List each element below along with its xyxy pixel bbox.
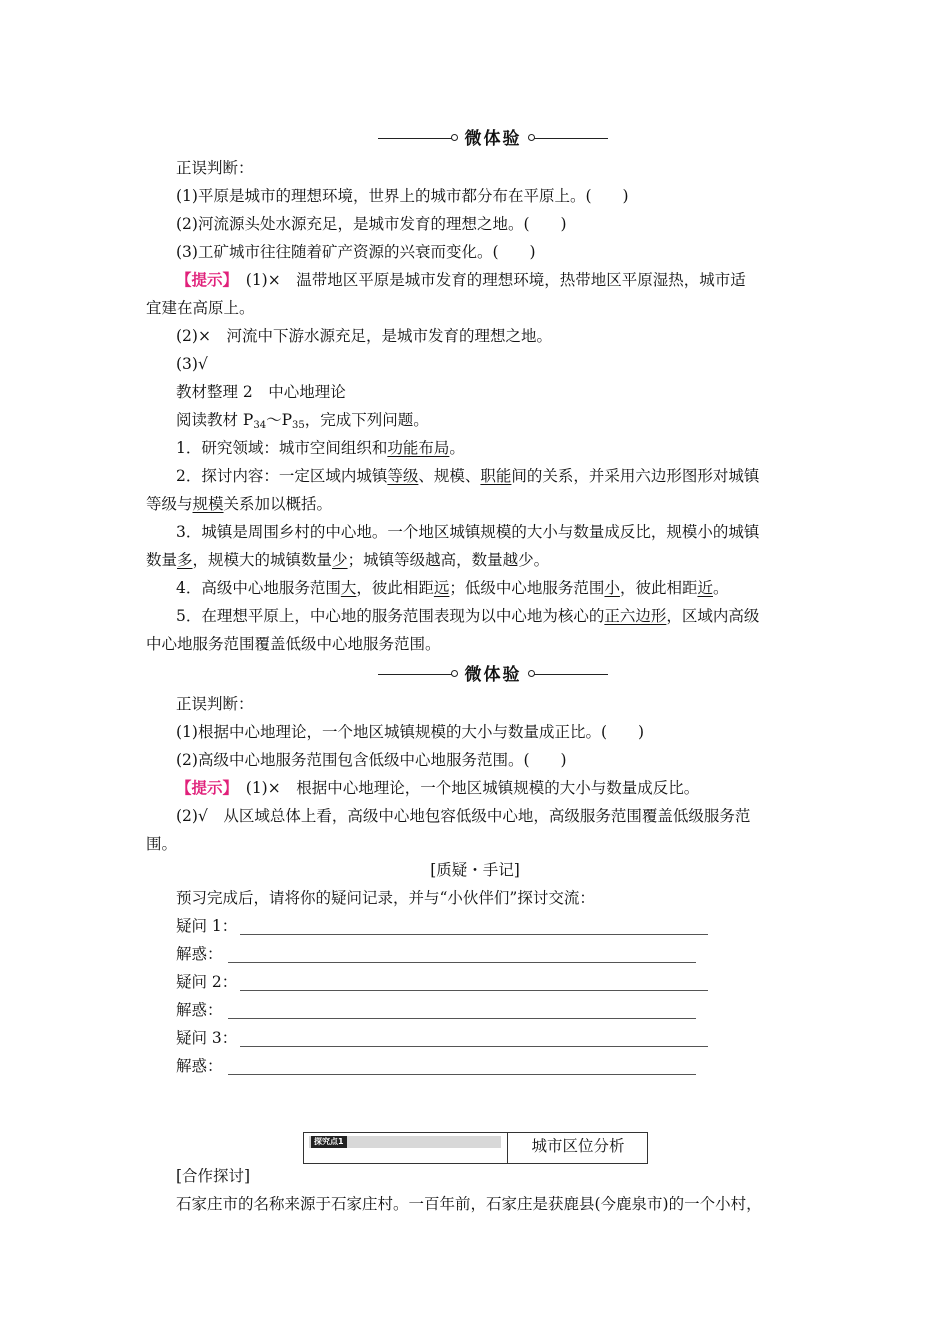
note-row-label: 疑问 2：	[176, 973, 238, 991]
underlined-answer: 规模	[192, 495, 224, 513]
answer-line	[176, 778, 699, 798]
point-2	[176, 466, 759, 486]
heading-title: 微体验	[464, 665, 522, 685]
note-write-line[interactable]	[228, 962, 696, 963]
underlined-answer: 远	[433, 579, 450, 597]
judge-title: 正误判断：	[176, 695, 254, 713]
explore-text: 石家庄市的名称来源于石家庄村。一百年前，石家庄是获鹿县(今鹿泉市)的一个小村，	[176, 1195, 762, 1213]
underlined-answer: 正六边形	[604, 607, 667, 625]
explore-label: 城市区位分析	[531, 1137, 625, 1155]
hint-label: 【提示】	[176, 270, 231, 289]
text-part: 、规模、	[418, 467, 481, 485]
note-write-line[interactable]	[240, 934, 708, 935]
answer-text: (1)× 根据中心地理论，一个地区城镇规模的大小与数量成反比。	[230, 779, 700, 797]
point-1	[176, 438, 465, 458]
heading-dot-left	[451, 670, 458, 677]
note-write-line[interactable]	[240, 1046, 708, 1047]
text-part: 间的关系，并采用六边形图形对城镇	[511, 467, 760, 485]
note-row-label: 疑问 3：	[176, 1029, 238, 1047]
heading-dot-left	[451, 134, 458, 141]
note-row-label: 疑问 1：	[176, 917, 238, 935]
point-2-cont	[146, 494, 332, 514]
underlined-answer: 等级	[387, 467, 419, 485]
hint-label: 【提示】	[176, 778, 231, 797]
note-row-label: 解惑：	[176, 1001, 223, 1019]
underlined-answer: 少	[332, 551, 348, 569]
text-part: 阅读教材 P	[176, 411, 254, 429]
note-write-line[interactable]	[240, 990, 708, 991]
text-part: ；城镇等级越高，数量越少。	[347, 551, 550, 569]
underlined-answer: 小	[604, 579, 620, 597]
point-3: 3．城镇是周围乡村的中心地。一个地区城镇规模的大小与数量成反比，规模小的城镇	[176, 523, 760, 541]
underlined-answer: 功能布局	[387, 439, 450, 457]
text-part: 4．高级中心地服务范围	[176, 579, 341, 597]
heading-rule-right	[534, 138, 608, 139]
judge-title: 正误判断：	[176, 159, 254, 177]
coop-title: [合作探讨]	[176, 1167, 251, 1185]
text-part: 等级与	[146, 495, 193, 513]
answer-text: (2)√ 从区域总体上看，高级中心地包容低级中心地，高级服务范围覆盖低级服务范	[176, 807, 751, 825]
text-part: ，完成下列问题。	[304, 411, 429, 429]
text-part: ；低级中心地服务范围	[449, 579, 605, 597]
text-part: ，彼此相距	[356, 579, 434, 597]
question: (2)河流源头处水源充足，是城市发育的理想之地。( )	[176, 215, 567, 233]
section-heading-2	[378, 664, 608, 686]
question: (2)高级中心地服务范围包含低级中心地服务范围。( )	[176, 751, 567, 769]
page-subscript: 34	[253, 420, 267, 431]
point-4	[176, 578, 729, 598]
point-5	[176, 606, 759, 626]
notes-intro: 预习完成后，请将你的疑问记录，并与“小伙伴们”探讨交流：	[176, 889, 595, 907]
text-part: 1．研究领域：城市空间组织和	[176, 439, 388, 457]
note-write-line[interactable]	[228, 1018, 696, 1019]
section-heading-1	[378, 128, 608, 150]
notes-title: [质疑・手记]	[430, 861, 520, 879]
note-row-label: 解惑：	[176, 1057, 223, 1075]
heading-title: 微体验	[464, 129, 522, 149]
answer-text: 围。	[146, 835, 178, 853]
heading-rule-left	[378, 674, 453, 675]
text-part: ，区域内高级	[666, 607, 760, 625]
section-title: 教材整理 2 中心地理论	[176, 383, 346, 401]
note-row-label: 解惑：	[176, 945, 223, 963]
underlined-answer: 职能	[480, 467, 512, 485]
text-part: 数量	[146, 551, 178, 569]
answer-text: (2)× 河流中下游水源充足，是城市发育的理想之地。	[176, 327, 552, 345]
text-part: ～P	[266, 411, 293, 429]
text-part: 2．探讨内容：一定区域内城镇	[176, 467, 388, 485]
answer-text: (1)× 温带地区平原是城市发育的理想环境，热带地区平原湿热，城市适	[230, 271, 746, 289]
text-part: 。	[712, 579, 729, 597]
answer-text: (3)√	[176, 355, 208, 373]
heading-rule-right	[534, 674, 608, 675]
point-5-cont: 中心地服务范围覆盖低级中心地服务范围。	[146, 635, 441, 653]
answer-line	[176, 270, 746, 290]
text-part: 关系加以概括。	[223, 495, 333, 513]
reading-instruction	[176, 410, 429, 436]
question: (3)工矿城市往往随着矿产资源的兴衰而变化。( )	[176, 243, 536, 261]
underlined-answer: 大	[340, 579, 357, 597]
text-part: ，彼此相距	[619, 579, 698, 597]
question: (1)平原是城市的理想环境，世界上的城市都分布在平原上。( )	[176, 187, 629, 205]
question: (1)根据中心地理论，一个地区城镇规模的大小与数量成正比。( )	[176, 723, 645, 741]
answer-text: 宜建在高原上。	[146, 299, 255, 317]
note-write-line[interactable]	[228, 1074, 696, 1075]
text-part: 5．在理想平原上，中心地的服务范围表现为以中心地为核心的	[176, 607, 605, 625]
underlined-answer: 近	[697, 579, 713, 597]
underlined-answer: 多	[177, 551, 193, 569]
explore-point-box	[303, 1132, 648, 1164]
heading-rule-left	[378, 138, 453, 139]
text-part: ，规模大的城镇数量	[192, 551, 333, 569]
text-part: 。	[449, 439, 465, 457]
explore-tag: 探究点1	[311, 1136, 347, 1148]
point-3-cont	[146, 550, 549, 570]
page-subscript: 35	[292, 420, 305, 431]
